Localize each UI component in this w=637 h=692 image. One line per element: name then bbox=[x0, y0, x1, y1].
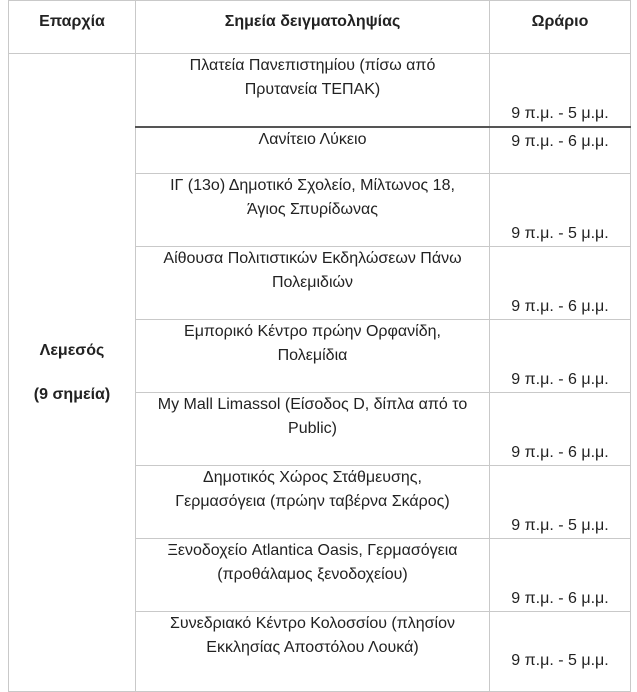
sampling-points-table bbox=[8, 0, 631, 692]
hours-cell: 9 π.μ. - 6 μ.μ. bbox=[490, 393, 631, 466]
hours-cell: 9 π.μ. - 6 μ.μ. bbox=[490, 127, 631, 174]
location-line-2: Public) bbox=[288, 420, 337, 437]
table-header-row bbox=[9, 1, 631, 54]
location-cell bbox=[136, 174, 490, 247]
header-hours: Ωράριο bbox=[490, 1, 631, 54]
location-line-2: Γερμασόγεια (πρώην ταβέρνα Σκάρος) bbox=[175, 493, 450, 510]
hours-cell: 9 π.μ. - 6 μ.μ. bbox=[490, 247, 631, 320]
location-line-2: Πολεμίδια bbox=[277, 347, 348, 364]
header-sampling-points: Σημεία δειγματοληψίας bbox=[136, 1, 490, 54]
header-district: Επαρχία bbox=[9, 1, 136, 54]
location-cell bbox=[136, 320, 490, 393]
location-line-1: My Mall Limassol (Είσοδος D, δίπλα από το bbox=[157, 396, 468, 413]
location-line-2: Άγιος Σπυρίδωνας bbox=[247, 201, 378, 218]
location-line-2: Πρυτανεία ΤΕΠΑΚ) bbox=[244, 81, 381, 98]
location-line-2: Πολεμιδιών bbox=[271, 274, 353, 291]
location-cell bbox=[136, 466, 490, 539]
hours-cell: 9 π.μ. - 5 μ.μ. bbox=[490, 612, 631, 692]
hours-cell: 9 π.μ. - 5 μ.μ. bbox=[490, 466, 631, 539]
location-line-1: Συνεδριακό Κέντρο Κολοσσίου (πλησίον bbox=[169, 615, 456, 632]
location-line-1: Δημοτικός Χώρος Στάθμευσης, bbox=[203, 469, 422, 486]
table-row bbox=[9, 54, 631, 127]
location-cell bbox=[136, 612, 490, 692]
location-line-1: Ξενοδοχείο Atlantica Oasis, Γερμασόγεια bbox=[167, 542, 458, 559]
location-line-1: Εμπορικό Κέντρο πρώην Ορφανίδη, bbox=[184, 323, 441, 340]
location-line-1: Αίθουσα Πολιτιστικών Εκδηλώσεων Πάνω bbox=[163, 250, 462, 267]
location-line-2: (προθάλαμος ξενοδοχείου) bbox=[217, 566, 408, 583]
hours-cell: 9 π.μ. - 6 μ.μ. bbox=[490, 539, 631, 612]
location-cell bbox=[136, 247, 490, 320]
location-line-2: Εκκλησίας Αποστόλου Λουκά) bbox=[206, 639, 419, 656]
district-cell bbox=[9, 54, 136, 692]
district-name: Λεμεσός bbox=[39, 341, 105, 359]
location-cell bbox=[136, 539, 490, 612]
location-line-1: Πλατεία Πανεπιστημίου (πίσω από bbox=[189, 57, 436, 74]
hours-cell: 9 π.μ. - 5 μ.μ. bbox=[490, 174, 631, 247]
location-cell bbox=[136, 127, 490, 174]
hours-cell: 9 π.μ. - 5 μ.μ. bbox=[490, 54, 631, 127]
location-cell bbox=[136, 393, 490, 466]
location-cell bbox=[136, 54, 490, 127]
district-point-count: (9 σημεία) bbox=[33, 385, 111, 403]
location-line-1: ΙΓ (13ο) Δημοτικό Σχολείο, Μίλτωνος 18, bbox=[170, 177, 455, 194]
hours-cell: 9 π.μ. - 6 μ.μ. bbox=[490, 320, 631, 393]
location-line-1: Λανίτειο Λύκειο bbox=[258, 130, 367, 148]
